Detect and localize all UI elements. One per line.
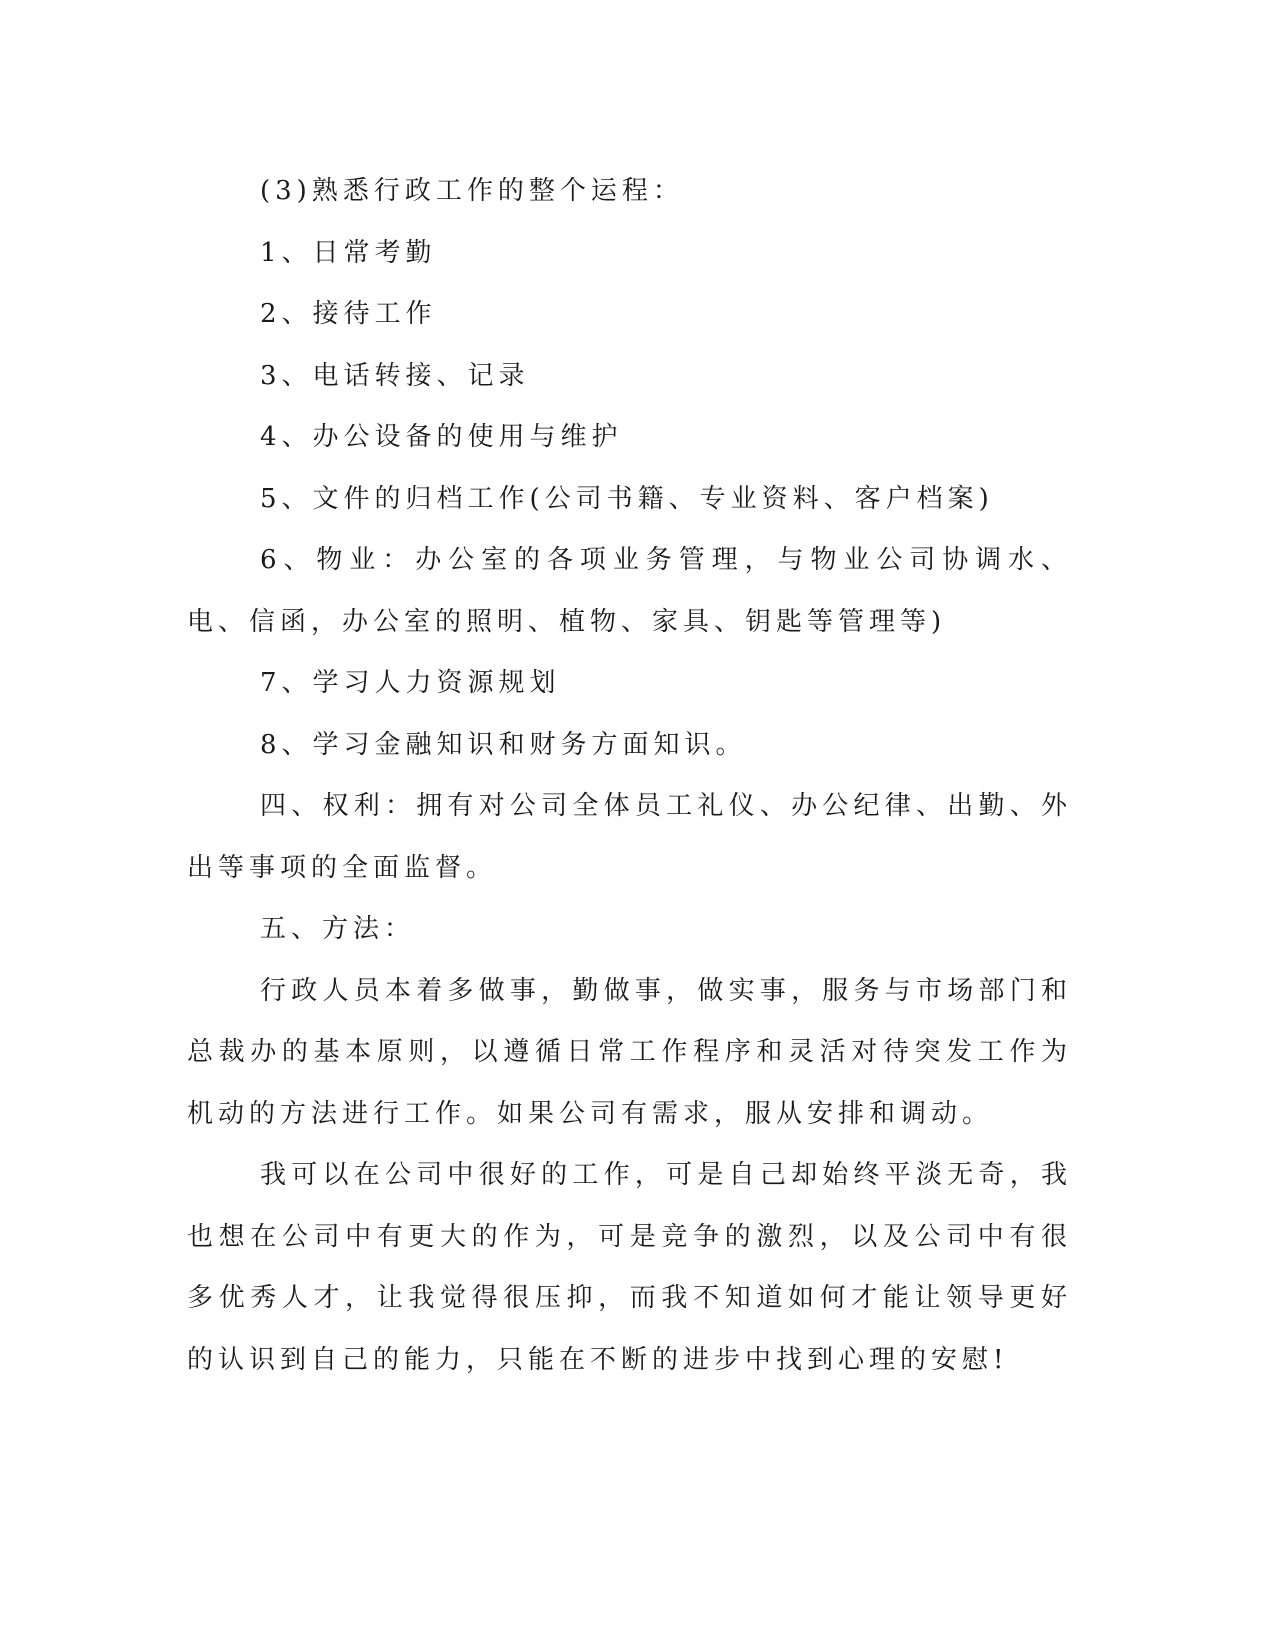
paragraph-workflow-heading: (3)熟悉行政工作的整个运程： [260,176,684,206]
paragraph-methods-heading: 五、方法： [260,914,416,944]
list-item-phone: 3、电话转接、记录 [260,360,530,391]
list-item-hr-planning: 7、学习人力资源规划 [260,668,561,698]
list-item-finance: 8、学习金融知识和财务方面知识。 [260,729,747,760]
list-item-property: 6、物业：办公室的各项业务管理，与物业公司协调水、电、信函，办公室的照明、植物、家具、钥匙等管理等) [187,545,1072,637]
paragraph-rights: 四、权利：拥有对公司全体员工礼仪、办公纪律、出勤、外出等事项的全面监督。 [187,791,1072,883]
list-item-office-equipment: 4、办公设备的使用与维护 [260,422,623,452]
paragraph-reflection: 我可以在公司中很好的工作，可是自己却始终平淡无奇，我也想在公司中有更大的作为，可是竞争的激烈，以及公司中有很多优秀人才，让我觉得很压抑，而我不知道如何才能让领导更好的认识到自己的能力，只能在不断的进步中找到心理的安慰! [187,1160,1072,1375]
list-item-filing: 5、文件的归档工作(公司书籍、专业资料、客户档案) [260,483,994,514]
paragraph-methods: 行政人员本着多做事，勤做事，做实事，服务与市场部门和总裁办的基本原则，以遵循日常工作程序和灵活对待突发工作为机动的方法进行工作。如果公司有需求，服从安排和调动。 [187,975,1072,1129]
document-body [187,161,1072,1391]
list-item-attendance: 1、日常考勤 [260,237,437,268]
list-item-reception: 2、接待工作 [260,299,437,329]
